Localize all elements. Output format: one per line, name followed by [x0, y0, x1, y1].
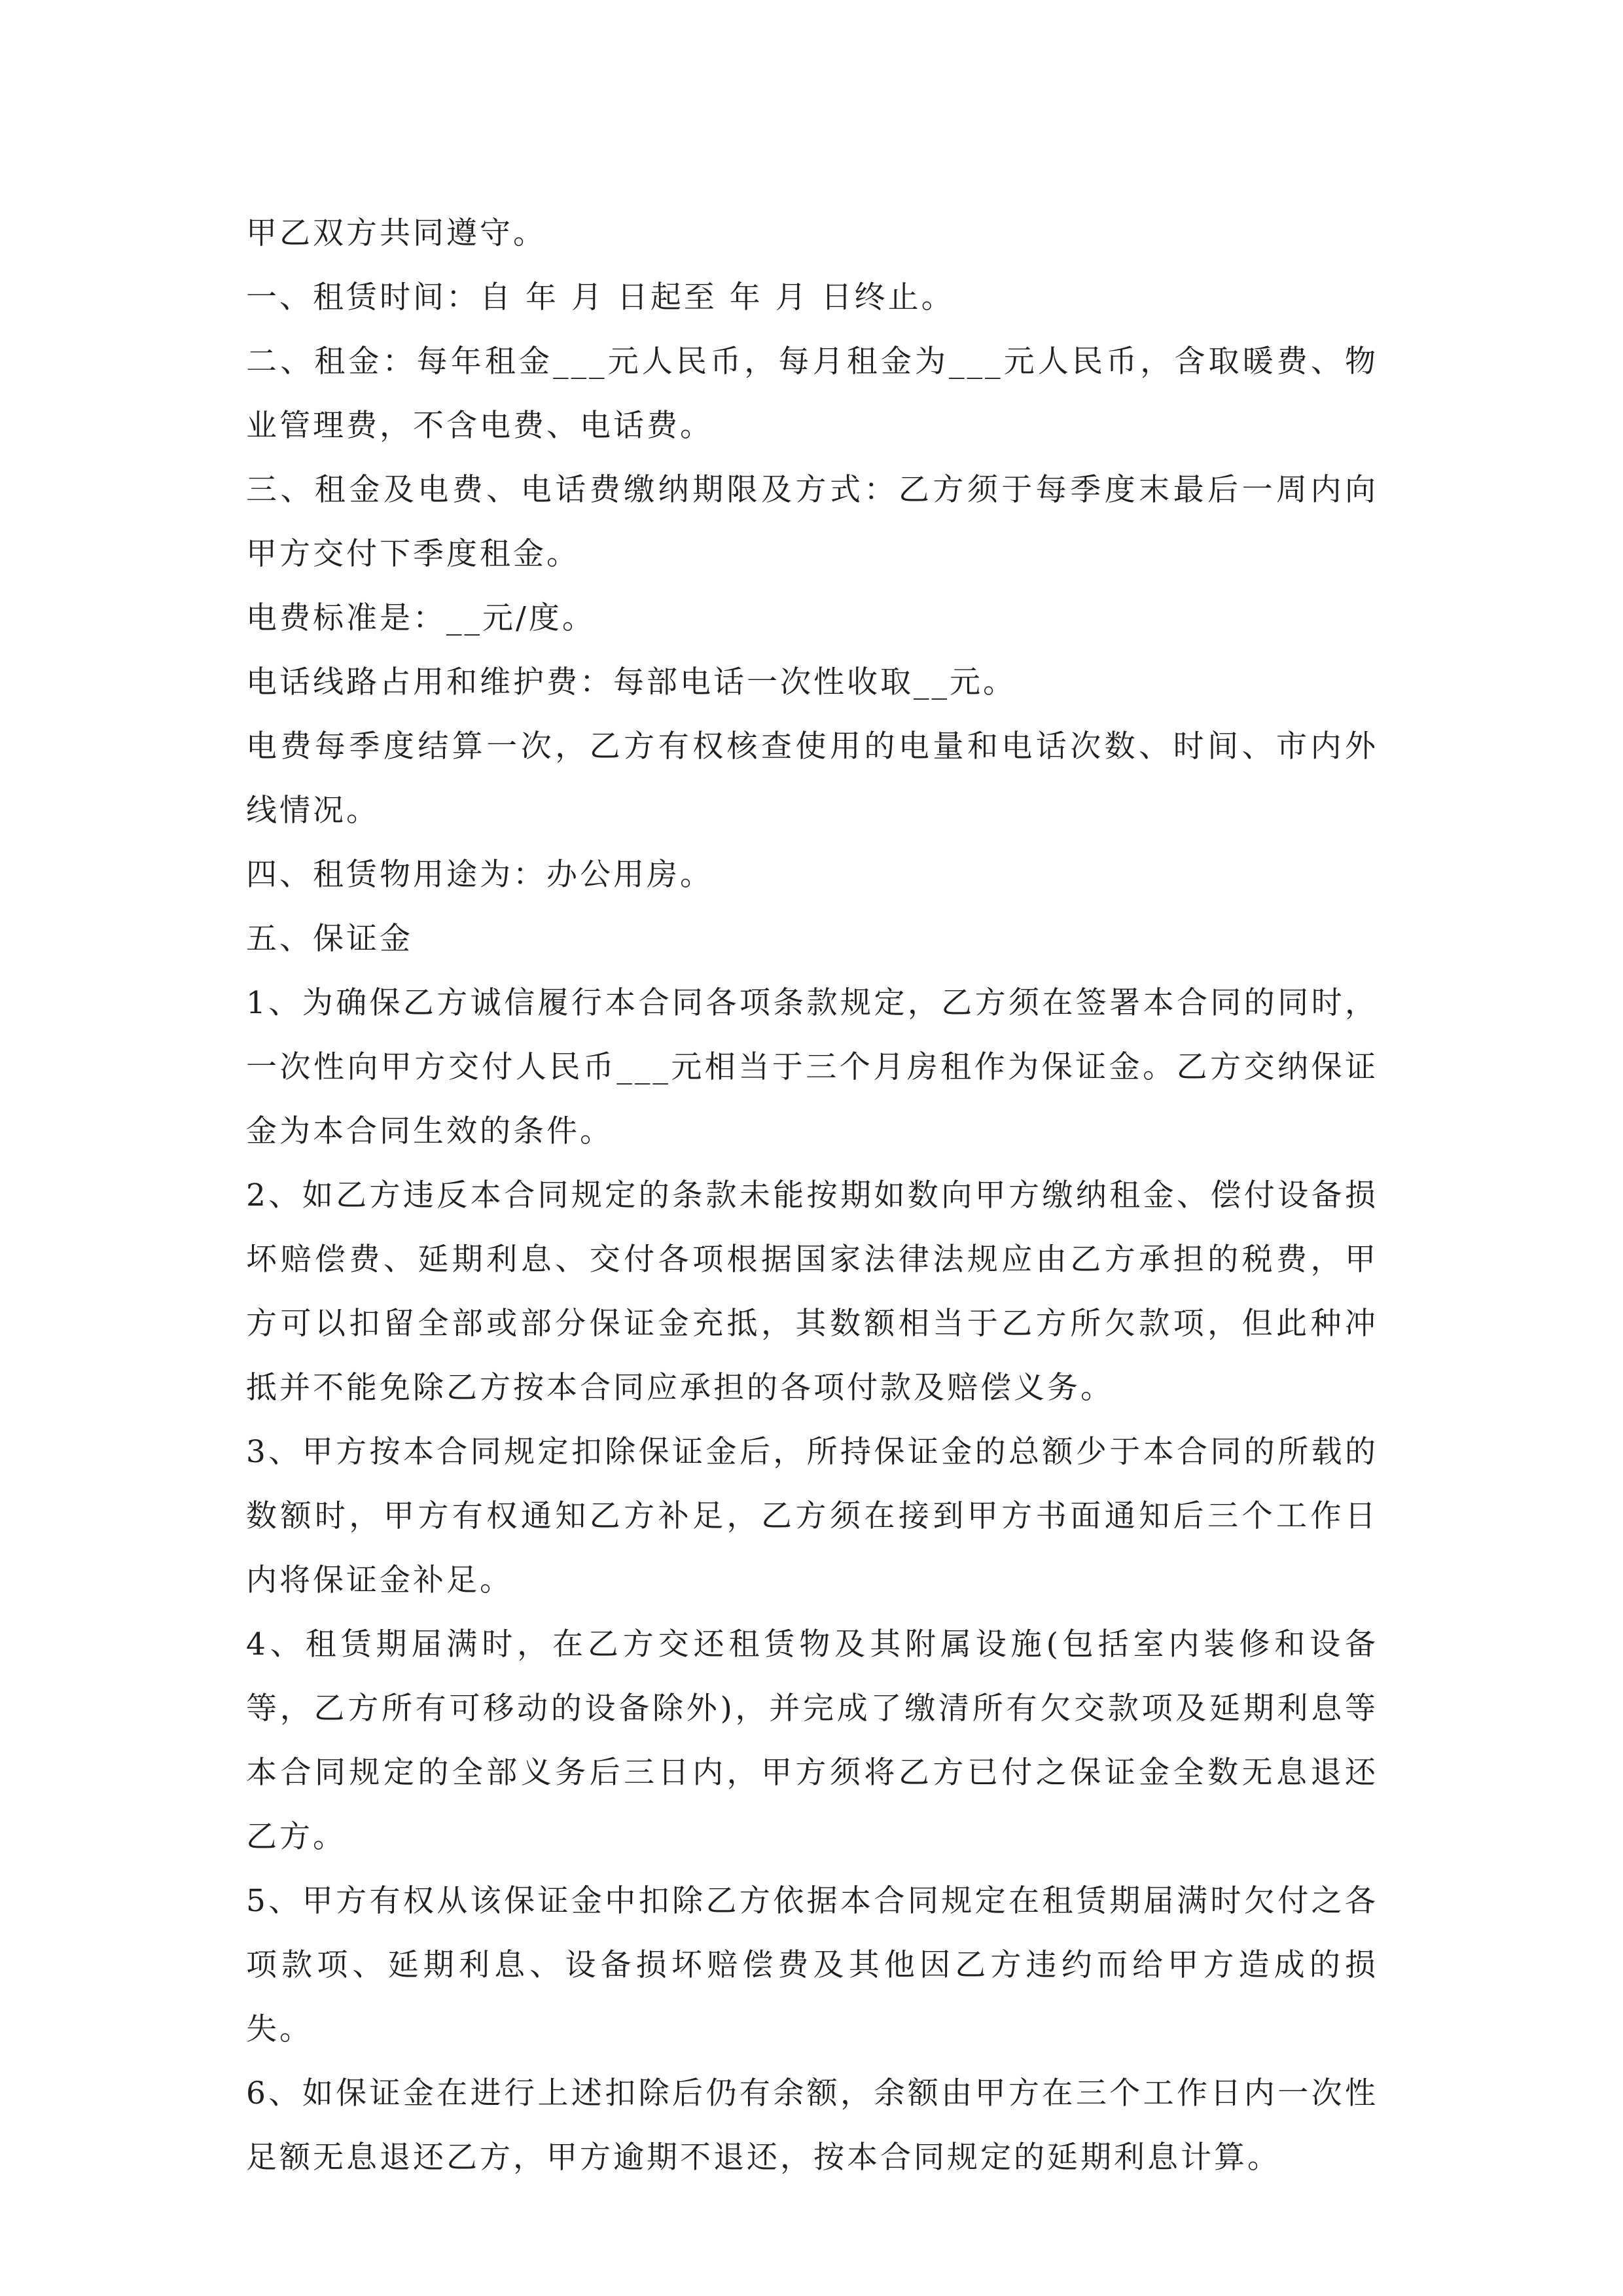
paragraph-deposit-clause-3: 3、甲方按本合同规定扣除保证金后，所持保证金的总额少于本合同的所载的数额时，甲方有权通知乙方补足，乙方须在接到甲方书面通知后三个工作日内将保证金补足。 [246, 1434, 1378, 1598]
paragraph-payment-terms: 三、租金及电费、电话费缴纳期限及方式：乙方须于每季度末最后一周内向甲方交付下季度租金。 [246, 472, 1378, 572]
paragraph-billing-settlement: 电费每季度结算一次，乙方有权核查使用的电量和电话次数、时间、市内外线情况。 [246, 728, 1378, 829]
document-body [246, 202, 1378, 2190]
paragraph-lease-purpose: 四、租赁物用途为：办公用房。 [246, 857, 713, 893]
paragraph-lease-term: 一、租赁时间：自 年 月 日起至 年 月 日终止。 [246, 279, 955, 315]
paragraph-phone-line-fee: 电话线路占用和维护费：每部电话一次性收取__元。 [246, 664, 1016, 700]
section-heading-deposit: 五、保证金 [246, 921, 413, 957]
paragraph-deposit-clause-2: 2、如乙方违反本合同规定的条款未能按期如数向甲方缴纳租金、偿付设备损坏赔偿费、延期利息、交付各项根据国家法律法规应由乙方承担的税费，甲方可以扣留全部或部分保证金充抵，其数额相当于乙方所欠款项，但此种冲抵并不能免除乙方按本合同应承担的各项付款及赔偿义务。 [246, 1177, 1378, 1406]
paragraph-deposit-clause-1: 1、为确保乙方诚信履行本合同各项条款规定，乙方须在签署本合同的同时，一次性向甲方交付人民币___元相当于三个月房租作为保证金。乙方交纳保证金为本合同生效的条件。 [246, 985, 1378, 1149]
paragraph-deposit-clause-5: 5、甲方有权从该保证金中扣除乙方依据本合同规定在租赁期届满时欠付之各项款项、延期利息、设备损坏赔偿费及其他因乙方违约而给甲方造成的损失。 [246, 1883, 1378, 2047]
paragraph-rent: 二、租金：每年租金___元人民币，每月租金为___元人民币，含取暖费、物业管理费，不含电费、电话费。 [246, 344, 1378, 444]
paragraph-deposit-clause-6: 6、如保证金在进行上述扣除后仍有余额，余额由甲方在三个工作日内一次性足额无息退还乙方，甲方逾期不退还，按本合同规定的延期利息计算。 [246, 2075, 1378, 2176]
paragraph-closing-preamble: 甲乙双方共同遵守。 [246, 215, 546, 251]
paragraph-electricity-rate: 电费标准是：__元/度。 [246, 600, 596, 636]
paragraph-deposit-clause-4: 4、租赁期届满时，在乙方交还租赁物及其附属设施(包括室内装修和设备等，乙方所有可移动的设备除外)，并完成了缴清所有欠交款项及延期利息等本合同规定的全部义务后三日内，甲方须将乙方已付之保证金全数无息退还乙方。 [246, 1626, 1378, 1855]
